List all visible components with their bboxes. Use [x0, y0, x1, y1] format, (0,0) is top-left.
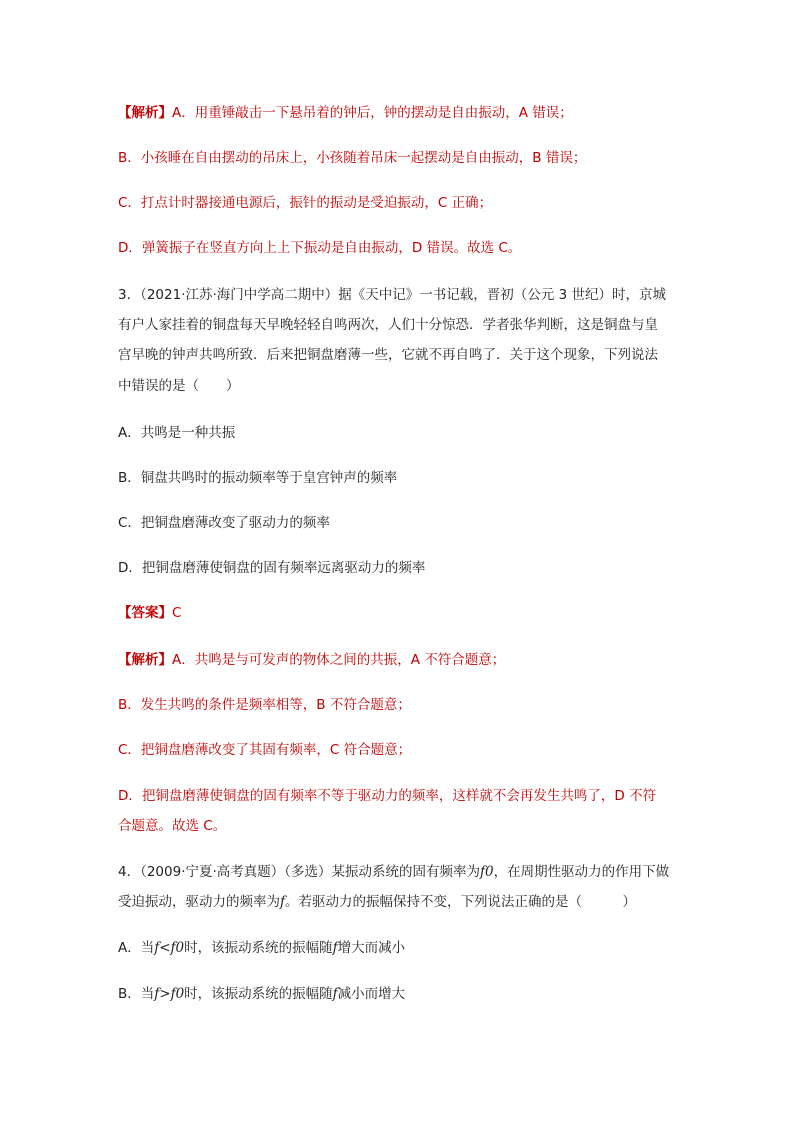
question-3-option-a: A．共鸣是一种共振	[118, 425, 236, 441]
question-3-option-b: B．铜盘共鸣时的振动频率等于皇宫钟声的频率	[118, 470, 398, 486]
analysis-3-option-d-line-1: D．把铜盘磨薄使铜盘的固有频率不等于驱动力的频率，这样就不会再发生共鸣了，D 不符	[118, 788, 657, 804]
frequency-symbol: f	[332, 940, 338, 956]
question-4-line-1: 4．（2009·宁夏·高考真题）（多选）某振动系统的固有频率为f0，在周期性驱动力的作用下做	[118, 864, 670, 880]
question-3-line-2: 有户人家挂着的铜盘每天早晚轻轻自鸣两次，人们十分惊恐．学者张华判断，这是铜盘与皇	[118, 317, 658, 333]
question-4-line-2: 受迫振动，驱动力的频率为f。若驱动力的振幅保持不变，下列说法正确的是（ ）	[118, 894, 636, 910]
condition-greater-than: f>f0	[154, 986, 185, 1002]
analysis-2-option-c: C．打点计时器接通电源后，振针的振动是受迫振动，C 正确；	[118, 195, 493, 211]
question-4-option-b: B．当f>f0时，该振动系统的振幅随f减小而增大	[118, 986, 406, 1002]
natural-frequency-symbol: f0	[480, 864, 494, 880]
answer-tag: 【答案】	[118, 605, 172, 621]
analysis-2-option-b: B．小孩睡在自由摆动的吊床上，小孩随着吊床一起摆动是自由振动，B 错误；	[118, 150, 587, 166]
question-3-answer	[118, 603, 181, 623]
condition-less-than: f<f0	[154, 940, 185, 956]
analysis-2-option-a: 【解析】A．用重锤敲击一下悬吊着的钟后，钟的摆动是自由振动，A 错误；	[118, 105, 573, 121]
analysis-3-option-c: C．把铜盘磨薄改变了其固有频率，C 符合题意；	[118, 742, 412, 758]
question-3-line-3: 宫早晚的钟声共鸣所致．后来把铜盘磨薄一些，它就不再自鸣了．关于这个现象，下列说法	[118, 347, 658, 363]
analysis-3-option-d-line-2: 合题意。故选 C。	[118, 818, 227, 834]
analysis-3-option-a: 【解析】A．共鸣是与可发声的物体之间的共振，A 不符合题意；	[118, 652, 506, 668]
analysis-tag: 【解析】	[118, 652, 172, 668]
analysis-2-option-d: D．弹簧振子在竖直方向上上下振动是自由振动，D 错误。故选 C。	[118, 240, 522, 256]
frequency-symbol: f	[332, 986, 338, 1002]
analysis-3-option-b: B．发生共鸣的条件是频率相等，B 不符合题意；	[118, 697, 411, 713]
question-4-option-a: A．当f<f0时，该振动系统的振幅随f增大而减小	[118, 940, 406, 956]
question-3-line-1: 3．（2021·江苏·海门中学高二期中）据《天中记》一书记载，晋初（公元 3 世纪）时，京城	[118, 287, 666, 303]
question-3-option-c: C．把铜盘磨薄改变了驱动力的频率	[118, 515, 330, 531]
question-3-line-4: 中错误的是（ ）	[118, 378, 240, 394]
analysis-tag: 【解析】	[118, 105, 172, 121]
answer-value: C	[172, 605, 182, 621]
driving-frequency-symbol: f	[280, 894, 285, 910]
question-3-option-d: D．把铜盘磨薄使铜盘的固有频率远离驱动力的频率	[118, 560, 426, 576]
